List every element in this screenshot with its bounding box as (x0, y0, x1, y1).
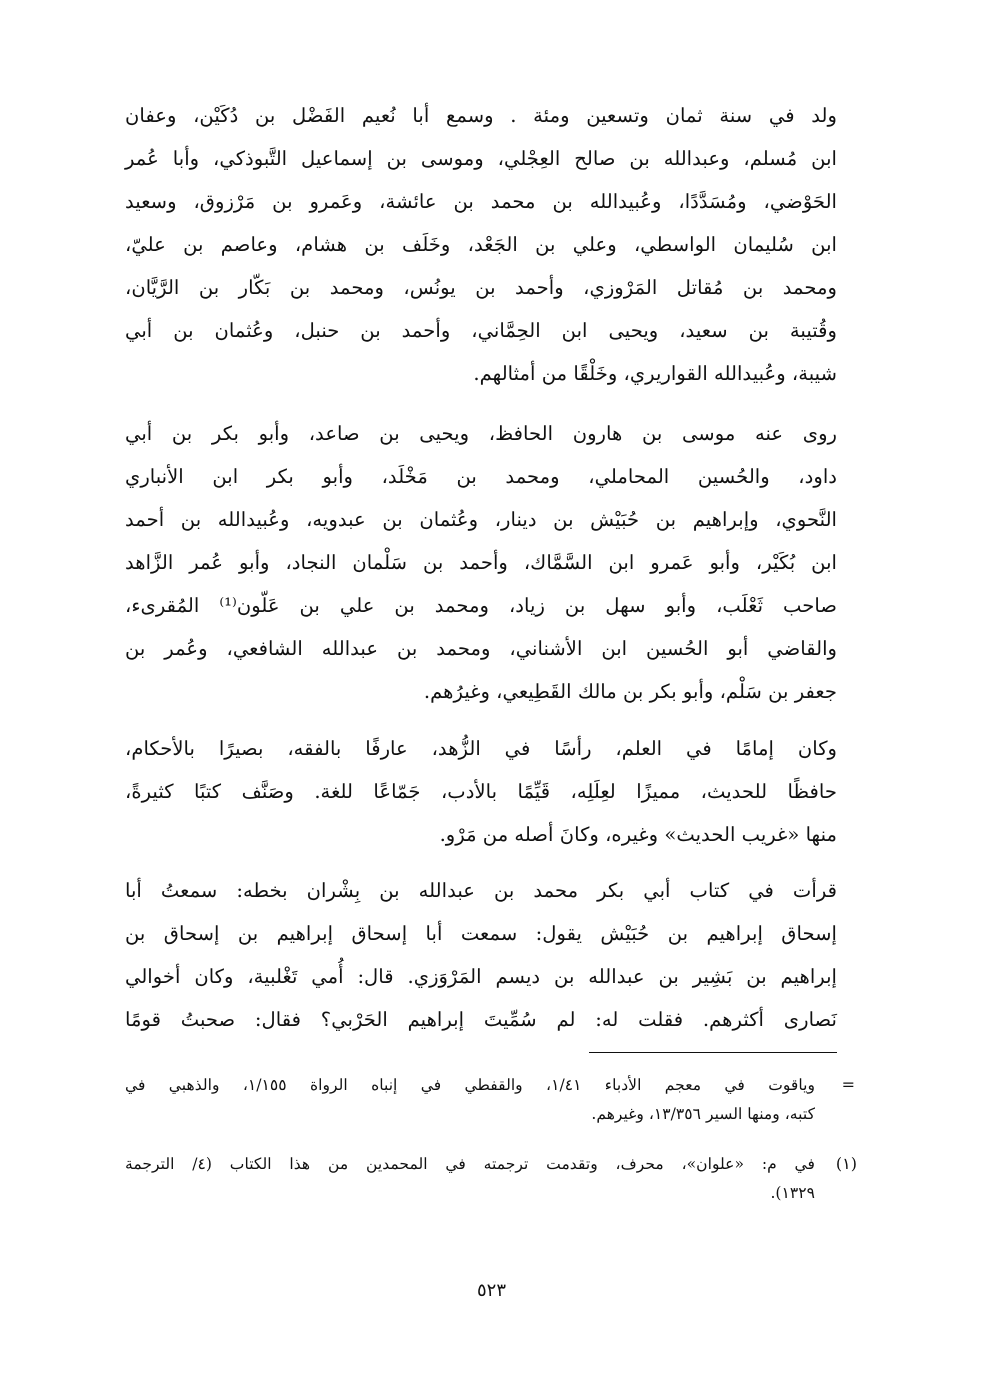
text-line: منها «غريب الحديث» وغيره، وكانَ أصله من مَرْو. (439, 823, 837, 846)
footnote-line: في م: «علوان»، محرف، وتقدمت ترجمته في المحمدين من هذا الكتاب (٤/ الترجمة (125, 1155, 815, 1173)
text-line: إسحاق إبراهيم بن حُبَيْش يقول: سمعت أبا إسحاق إبراهيم بن إسحاق بن (125, 922, 837, 945)
text-line: ومحمد بن مُقاتل المَرْوزي، وأحمد بن يونُس، ومحمد بن بَكّار بن الرَّيَّان، (125, 276, 837, 299)
text-line: الحَوْضي، ومُسَدَّدًا، وعُبيدالله بن محمد بن عائشة، وعَمرو بن مَرْزوق، وسعيد (125, 190, 837, 213)
text-line: والقاضي أبو الحُسين ابن الأشناني، ومحمد بن عبدالله الشافعي، وعُمر بن (125, 637, 837, 660)
text-line: داود، والحُسين المحاملي، ومحمد بن مَخْلَد، وأبو بكر ابن الأنباري (125, 465, 837, 488)
text-line: إبراهيم بن بَشِير بن عبدالله بن ديسم المَرْوَزي. قال: أُمي تَغْلبية، وكان أخوالي (125, 965, 837, 988)
text-line: نَصارى أكثرهم. فقلت له: لم سُمِّيتَ إبراهيم الحَرْبي؟ فقال: صحبتُ قومًا (125, 1008, 837, 1031)
text-line: ابن بُكَيْر، وأبو عَمرو ابن السَّمَّاك، وأحمد بن سَلْمان النجاد، وأبو عُمر الزَّاهد (125, 551, 837, 574)
footnote-continuation-marker: = (841, 1075, 855, 1094)
footnote-line: كتبه، ومنها السير ١٣/٣٥٦، وغيرهم. (591, 1105, 815, 1123)
text-line: وقُتيبة بن سعيد، ويحيى ابن الحِمَّاني، وأحمد بن حنبل، وعُثمان بن أبي (125, 319, 837, 342)
text-line: شيبة، وعُبيدالله القواريري، وخَلْقًا من أمثالهم. (473, 362, 837, 385)
footnote-line: وياقوت في معجم الأدباء ١/٤١، والقفطي في إنباه الرواة ١/١٥٥، والذهبي في (125, 1076, 816, 1094)
footnote-line: ١٣٢٩). (770, 1184, 815, 1202)
text-line: حافظًا للحديث، مميزًا لعِلَلِه، قَيِّمًا بالأدب، جَمّاعًا للغة. وصَنَّف كتبًا كثيرةً، (125, 780, 837, 803)
text-line: النَّحوي، وإبراهيم بن حُبَيْش بن دينار، وعُثمان بن عبدويه، وعُبيدالله بن أحمد (125, 508, 837, 531)
text-line: قرأت في كتاب أبي بكر محمد بن عبدالله بن بِشْران بخطه: سمعتُ أبا (125, 879, 837, 902)
text-line: جعفر بن سَلْم، وأبو بكر بن مالك القَطِيعي، وغيرُهم. (423, 680, 837, 703)
footnote-separator (589, 1052, 837, 1053)
text-line: ابن سُليمان الواسطي، وعلي بن الجَعْد، وخَلَف بن هشام، وعاصم بن عليّ، (125, 233, 837, 256)
text-line: ولد في سنة ثمان وتسعين ومئة . وسمع أبا نُعيم الفَضْل بن دُكَيْن، وعفان (125, 104, 837, 127)
text-line: روى عنه موسى بن هارون الحافظ، ويحيى بن صاعد، وأبو بكر بن أبي (125, 422, 837, 445)
page-number: ٥٢٣ (476, 1280, 506, 1301)
text-line: صاحب ثَعْلَب، وأبو سهل بن زياد، ومحمد بن علي بن عَلّون⁽¹⁾ المُقرىء، (125, 594, 837, 617)
footnote-number: (١) (835, 1154, 857, 1173)
text-line: وكان إمامًا في العلم، رأسًا في الزُّهد، عارفًا بالفقه، بصيرًا بالأحكام، (125, 737, 837, 760)
text-line: ابن مُسلم، وعبدالله بن صالح العِجْلي، وموسى بن إسماعيل التَّبوذكي، وأبا عُمر (125, 147, 837, 170)
